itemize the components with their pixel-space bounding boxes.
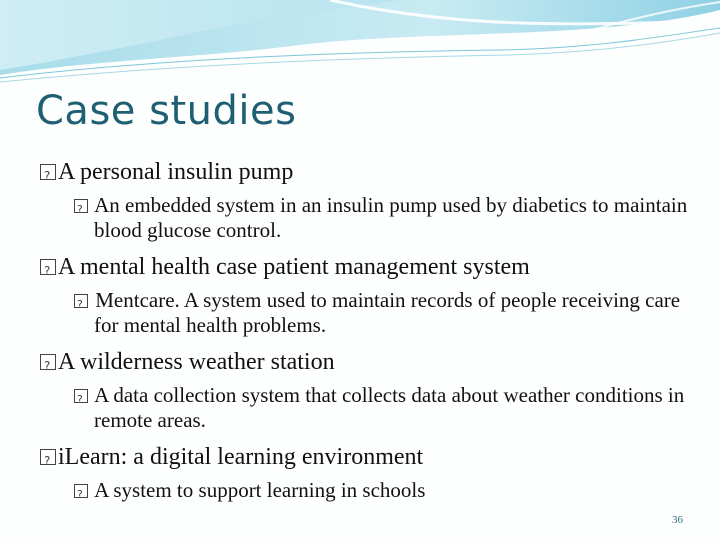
sub-bullet-icon xyxy=(74,294,88,308)
sub-bullet-text: A system to support learning in schools xyxy=(94,478,426,502)
sub-bullet-icon xyxy=(74,389,88,403)
sub-bullet-text: An embedded system in an insulin pump used by diabetics to maintain blood glucose control. xyxy=(94,193,688,242)
bullet-text: iLearn: a digital learning environment xyxy=(58,444,424,470)
sub-bullet-weather-station xyxy=(40,383,700,433)
bullet-icon xyxy=(40,449,56,465)
bullet-text: A wilderness weather station xyxy=(58,349,335,375)
bullet-item-mentcare xyxy=(40,253,700,281)
bullet-icon xyxy=(40,164,56,180)
sub-bullet-ilearn xyxy=(40,478,700,503)
bullet-icon xyxy=(40,259,56,275)
bullet-item-weather-station xyxy=(40,348,700,376)
sub-bullet-text: A data collection system that collects data about weather conditions in remote areas. xyxy=(94,383,685,432)
bullet-icon xyxy=(40,354,56,370)
sub-bullet-insulin-pump xyxy=(40,193,700,243)
sub-bullet-text: Mentcare. A system used to maintain records of people receiving care for mental health problems. xyxy=(94,288,681,337)
bullet-item-insulin-pump xyxy=(40,158,700,186)
bullet-list xyxy=(40,158,700,503)
bullet-item-ilearn xyxy=(40,443,700,471)
header-wave-decoration xyxy=(0,0,720,90)
bullet-text: A mental health case patient management system xyxy=(58,254,530,280)
slide-title: Case studies xyxy=(36,88,297,134)
bullet-text: A personal insulin pump xyxy=(58,159,294,185)
sub-bullet-mentcare xyxy=(40,288,700,338)
sub-bullet-icon xyxy=(74,484,88,498)
sub-bullet-icon xyxy=(74,199,88,213)
page-number: 36 xyxy=(672,514,683,526)
